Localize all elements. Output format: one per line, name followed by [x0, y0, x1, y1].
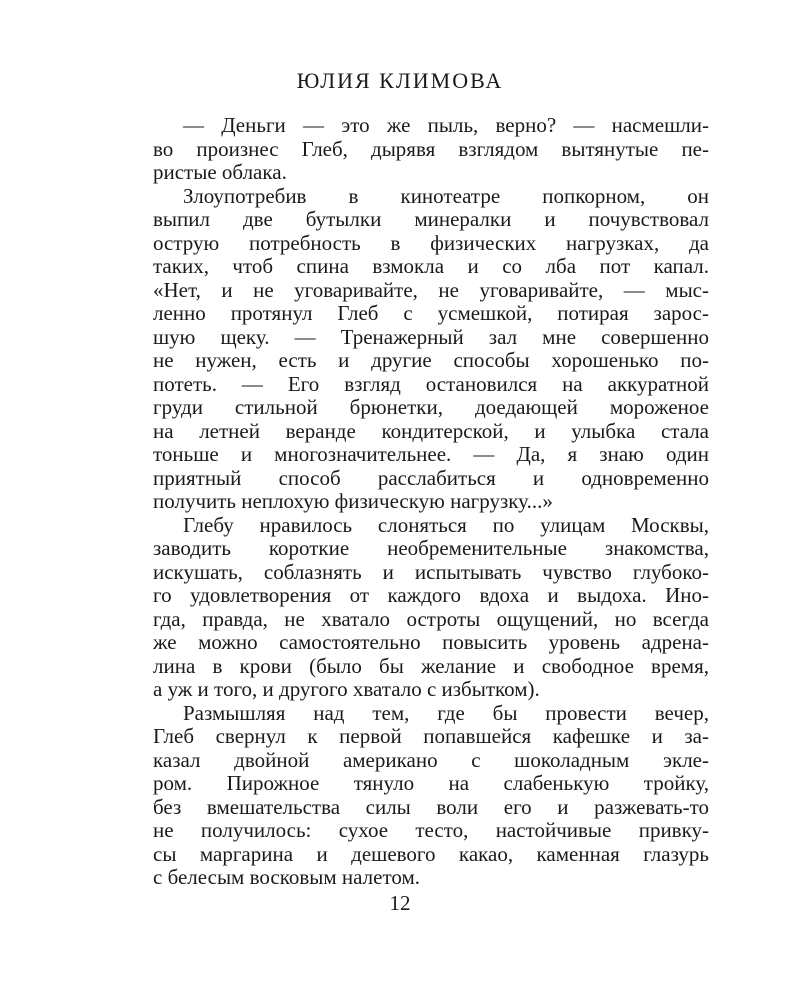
paragraph	[153, 185, 709, 514]
text-line: острую потребность в физических нагрузках, да	[153, 231, 709, 255]
text-line: казал двойной американо с шоколадным экле-	[153, 748, 709, 772]
text-line: «Нет, и не уговаривайте, не уговаривайте, — мыс-	[153, 278, 709, 302]
text-line: а уж и того, и другого хватало с избытком).	[153, 678, 540, 701]
body-text	[153, 114, 709, 890]
text-line: Размышляя над тем, где бы провести вечер,	[183, 701, 709, 725]
page-number: 12	[389, 891, 411, 915]
text-line: гда, правда, не хватало остроты ощущений, но всегда	[153, 607, 709, 631]
text-line: получить неплохую физическую нагрузку...»	[153, 490, 553, 513]
text-line: таких, чтоб спина взмокла и со лба пот капал.	[153, 255, 709, 278]
text-line: приятный способ расслабиться и одновременно	[153, 466, 709, 490]
text-line: шую щеку. — Тренажерный зал мне совершенно	[153, 325, 709, 349]
paragraph	[153, 514, 709, 702]
text-line: сы маргарина и дешевого какао, каменная глазурь	[153, 842, 709, 866]
text-line: не нужен, есть и другие способы хорошенько по-	[153, 349, 709, 372]
text-line: — Деньги — это же пыль, верно? — насмешли-	[183, 114, 709, 137]
text-line: заводить короткие необременительные знакомства,	[153, 537, 709, 560]
paragraph	[153, 114, 709, 185]
text-line: потеть. — Его взгляд остановился на аккуратной	[153, 372, 709, 396]
text-line: на летней веранде кондитерской, и улыбка стала	[153, 419, 709, 443]
text-line: ристые облака.	[153, 161, 287, 184]
text-line: без вмешательства силы воли его и разжевать-то	[153, 795, 709, 819]
text-line: Глебу нравилось слоняться по улицам Москвы,	[183, 513, 709, 537]
text-line: ром. Пирожное тянуло на слабенькую тройку,	[153, 772, 709, 795]
text-line: искушать, соблазнять и испытывать чувство глубоко-	[153, 560, 709, 584]
text-line: выпил две бутылки минералки и почувствовал	[153, 208, 709, 231]
text-line: не получилось: сухое тесто, настойчивые привку-	[153, 819, 709, 842]
text-line: с белесым восковым налетом.	[153, 866, 420, 889]
text-line: Глеб свернул к первой попавшейся кафешке и за-	[153, 725, 709, 748]
text-line: же можно самостоятельно повысить уровень адрена-	[153, 631, 709, 654]
text-line: во произнес Глеб, дырявя взглядом вытянутые пе-	[153, 137, 709, 161]
text-line: Злоупотребив в кинотеатре попкорном, он	[183, 184, 709, 208]
text-line: груди стильной брюнетки, доедающей мороженое	[153, 396, 709, 419]
text-line: го удовлетворения от каждого вдоха и выдоха. Ино-	[153, 584, 709, 607]
text-line: тоньше и многозначительнее. — Да, я знаю один	[153, 443, 709, 466]
paragraph	[153, 702, 709, 890]
text-line: ленно протянул Глеб с усмешкой, потирая зарос-	[153, 302, 709, 325]
text-line: лина в крови (было бы желание и свободное время,	[153, 654, 709, 678]
running-head: ЮЛИЯ КЛИМОВА	[296, 68, 504, 93]
